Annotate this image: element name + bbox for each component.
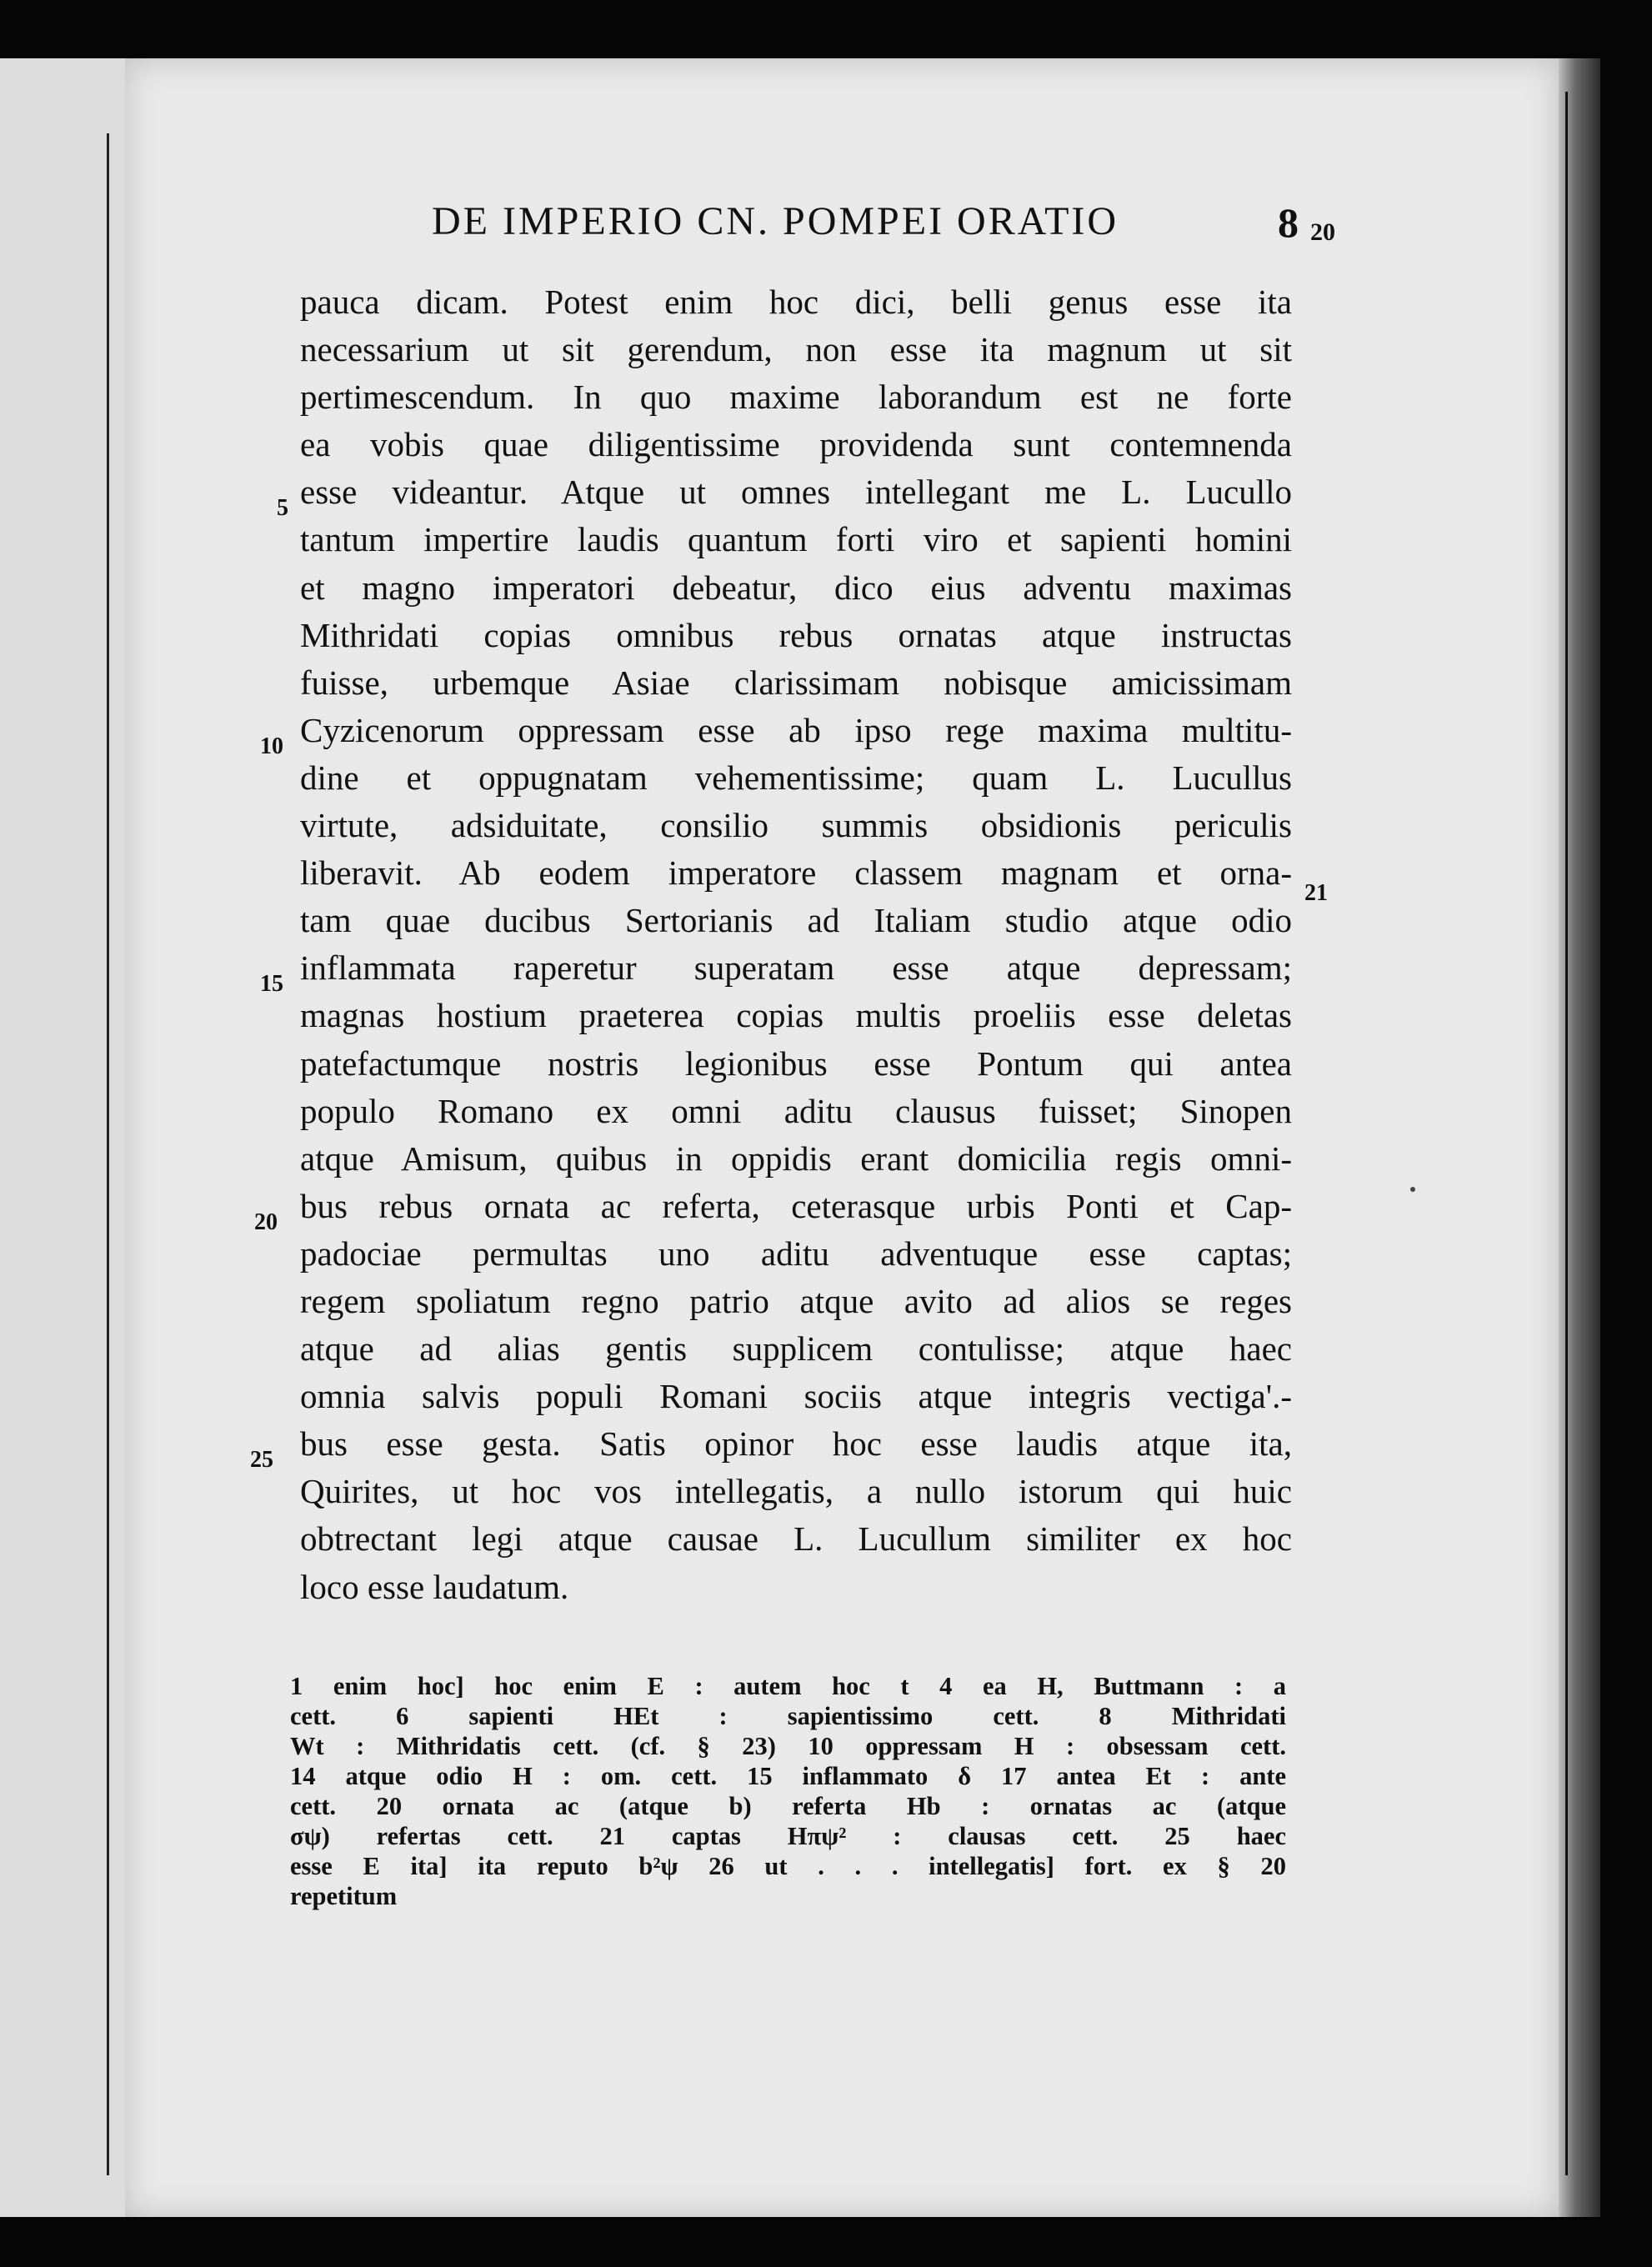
- text-line: obtrectant legi atque causae L. Lucullum similiter ex hoc: [300, 1519, 1292, 1559]
- edge-rule: [1565, 92, 1568, 2175]
- text-line: inflammata raperetur superatam esse atque depressam;: [300, 948, 1292, 988]
- apparatus-line: esse E ita] ita reputo b²ψ 26 ut . . . intellegatis] fort. ex § 20: [290, 1852, 1286, 1880]
- section-marker-21: 21: [1304, 880, 1328, 906]
- text-line: tam quae ducibus Sertorianis ad Italiam studio atque odio: [300, 901, 1292, 940]
- critical-apparatus: [290, 1671, 1286, 1911]
- running-section-number: 20: [1310, 218, 1335, 246]
- running-head-title: DE IMPERIO CN. POMPEI ORATIO: [432, 199, 1119, 243]
- text-line: patefactumque nostris legionibus esse Pontum qui antea: [300, 1043, 1292, 1083]
- text-line: pertimescendum. In quo maxime laborandum est ne forte: [300, 378, 1292, 417]
- apparatus-line: σψ) refertas cett. 21 captas Hπψ² : clausas cett. 25 haec: [290, 1822, 1286, 1850]
- right-page-edge: [1559, 58, 1600, 2217]
- text-line: ea vobis quae diligentissime providenda sunt contemnenda: [300, 425, 1292, 464]
- line-number-25: 25: [250, 1447, 273, 1473]
- text-line: atque ad alias gentis supplicem contulisse; atque haec: [300, 1329, 1292, 1369]
- line-number-15: 15: [260, 971, 283, 997]
- text-line: Quirites, ut hoc vos intellegatis, a nullo istorum qui huic: [300, 1472, 1292, 1511]
- text-line: pauca dicam. Potest enim hoc dici, belli genus esse ita: [300, 283, 1292, 321]
- text-line: padociae permultas uno aditu adventuque esse captas;: [300, 1234, 1292, 1273]
- text-line: loco esse laudatum.: [300, 1567, 569, 1606]
- apparatus-line: cett. 20 ornata ac (atque b) referta Hb : ornatas ac (atque: [290, 1792, 1286, 1820]
- left-page-edge: [0, 58, 127, 2217]
- line-number-20: 20: [254, 1209, 278, 1235]
- apparatus-line: repetitum: [290, 1882, 398, 1910]
- text-line: Cyzicenorum oppressam esse ab ipso rege maxima multitu-: [300, 710, 1292, 749]
- text-line: atque Amisum, quibus in oppidis erant domicilia regis omni-: [300, 1139, 1292, 1178]
- apparatus-line: 14 atque odio H : om. cett. 15 inflammato δ 17 antea Et : ante: [290, 1762, 1286, 1790]
- page-number: 8: [1278, 199, 1299, 246]
- text-line: Mithridati copias omnibus rebus ornatas atque instructas: [300, 615, 1292, 654]
- text-line: magnas hostium praeterea copias multis proeliis esse deletas: [300, 996, 1292, 1035]
- line-number-10: 10: [260, 733, 283, 759]
- text-line: regem spoliatum regno patrio atque avito ad alios se reges: [300, 1281, 1292, 1320]
- oration-text: [300, 278, 1292, 1611]
- binding-rule: [107, 133, 109, 2175]
- text-line: dine et oppugnatam vehementissime; quam L. Lucullus: [300, 758, 1292, 797]
- line-number-5: 5: [277, 495, 288, 521]
- margin-speck: [1410, 1187, 1415, 1192]
- text-line: et magno imperatori debeatur, dico eius adventu maximas: [300, 568, 1292, 607]
- text-line: populo Romano ex omni aditu clausus fuisset; Sinopen: [300, 1091, 1292, 1130]
- text-line: virtute, adsiduitate, consilio summis obsidionis periculis: [300, 806, 1292, 845]
- apparatus-line: Wt : Mithridatis cett. (cf. § 23) 10 oppressam H : obsessam cett.: [290, 1732, 1286, 1760]
- text-line: liberavit. Ab eodem imperatore classem magnam et orna-: [300, 853, 1292, 893]
- text-line: fuisse, urbemque Asiae clarissimam nobisque amicissimam: [300, 663, 1292, 702]
- text-line: omnia salvis populi Romani sociis atque integris vectiga'.-: [300, 1377, 1292, 1416]
- text-line: bus esse gesta. Satis opinor hoc esse laudis atque ita,: [300, 1424, 1292, 1464]
- text-line: bus rebus ornata ac referta, ceterasque urbis Ponti et Cap-: [300, 1186, 1292, 1225]
- apparatus-line: 1 enim hoc] hoc enim E : autem hoc t 4 ea H, Buttmann : a: [290, 1672, 1286, 1700]
- text-line: esse videantur. Atque ut omnes intellegant me L. Lucullo: [300, 473, 1292, 512]
- apparatus-line: cett. 6 sapienti HEt : sapientissimo cett. 8 Mithridati: [290, 1702, 1286, 1730]
- text-line: necessarium ut sit gerendum, non esse ita magnum ut sit: [300, 330, 1292, 369]
- text-line: tantum impertire laudis quantum forti viro et sapienti homini: [300, 520, 1292, 559]
